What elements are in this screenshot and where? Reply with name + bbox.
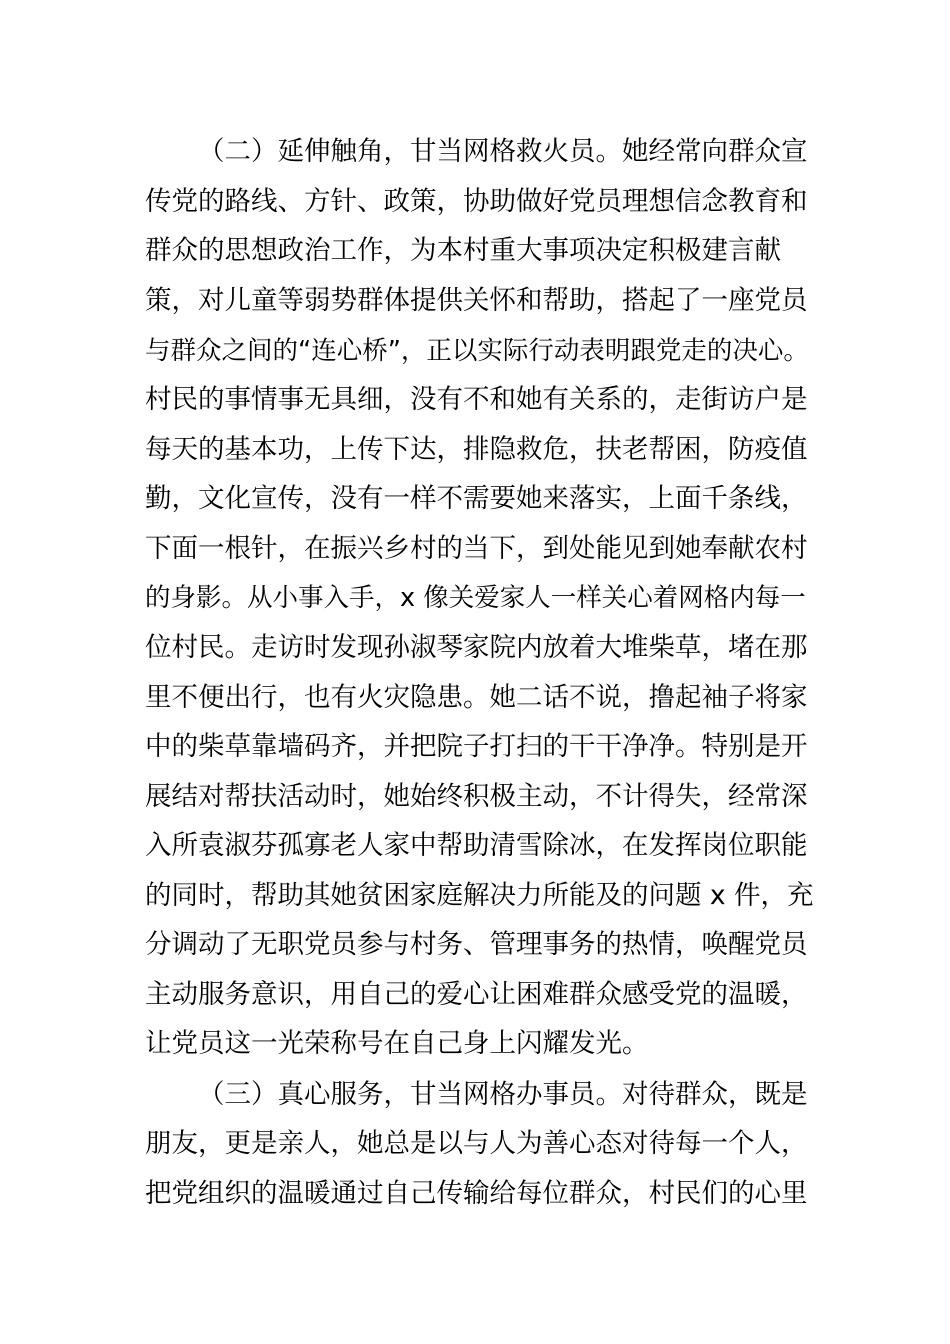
text-line: 的同时，帮助其她贫困家庭解决力所能及的问题 x 件，充 bbox=[145, 880, 814, 911]
text-line: 中的柴草靠墙码齐，并把院子打扫的干干净净。特别是开 bbox=[145, 731, 808, 762]
paragraph-2-heading-line: （二）延伸触角，甘当网格救火员。她经常向群众宣 bbox=[198, 136, 808, 167]
text-line: 下面一根针，在振兴乡村的当下，到处能见到她奉献农村 bbox=[145, 533, 808, 564]
text-line: 位村民。走访时发现孙淑琴家院内放着大堆柴草，堵在那 bbox=[145, 632, 808, 663]
text-line: 村民的事情事无具细，没有不和她有关系的，走街访户是 bbox=[145, 384, 808, 415]
text-line: 主动服务意识，用自己的爱心让困难群众感受党的温暖， bbox=[145, 979, 808, 1010]
text-line: 展结对帮扶活动时，她始终积极主动，不计得失，经常深 bbox=[145, 781, 808, 812]
text-line: 里不便出行，也有火灾隐患。她二话不说，撸起袖子将家 bbox=[145, 682, 808, 713]
text-line: 朋友，更是亲人，她总是以与人为善心态对待每一个人， bbox=[145, 1128, 808, 1159]
text-line: 的身影。从小事入手，x 像关爱家人一样关心着网格内每一 bbox=[145, 583, 806, 613]
text-line: 把党组织的温暖通过自己传输给每位群众，村民们的心里 bbox=[145, 1178, 808, 1209]
text-line: 策，对儿童等弱势群体提供关怀和帮助，搭起了一座党员 bbox=[145, 285, 808, 316]
text-line: 每天的基本功，上传下达，排隐救危，扶老帮困，防疫值 bbox=[145, 434, 808, 465]
text-line: 与群众之间的“连心桥”，正以实际行动表明跟党走的决心。 bbox=[145, 336, 809, 366]
text-line: 传党的路线、方针、政策，协助做好党员理想信念教育和 bbox=[145, 186, 808, 217]
text-line: 勤，文化宣传，没有一样不需要她来落实，上面千条线， bbox=[145, 483, 808, 514]
text-line: 让党员这一光荣称号在自己身上闪耀发光。 bbox=[145, 1028, 649, 1059]
text-line: 分调动了无职党员参与村务、管理事务的热情，唤醒党员 bbox=[145, 929, 808, 960]
text-line: 群众的思想政治工作，为本村重大事项决定积极建言献 bbox=[145, 235, 781, 266]
text-line: 入所袁淑芬孤寡老人家中帮助清雪除冰，在发挥岗位职能 bbox=[145, 830, 808, 861]
paragraph-3-heading-line: （三）真心服务，甘当网格办事员。对待群众，既是 bbox=[198, 1079, 808, 1110]
